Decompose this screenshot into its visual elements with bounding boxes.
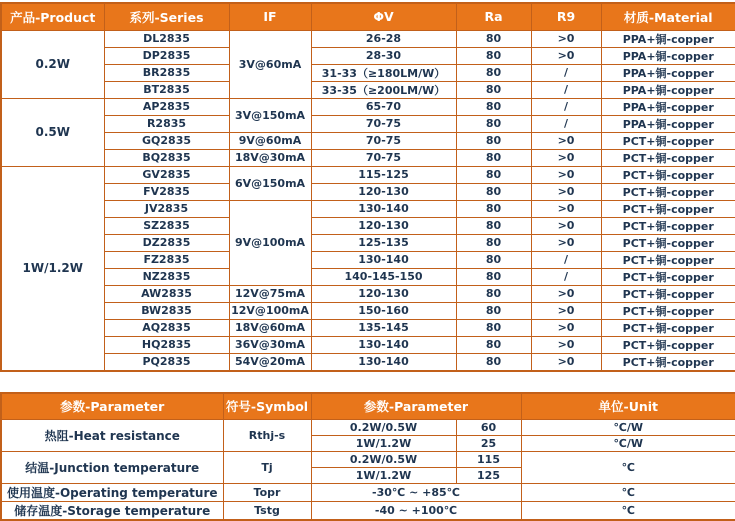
material-cell: PPA+铜-copper (601, 98, 735, 115)
r9-cell: >0 (531, 285, 601, 302)
phiv-cell: 31-33（≥180LM/W） (311, 64, 456, 81)
ra-cell: 80 (456, 234, 531, 251)
r9-cell: >0 (531, 353, 601, 371)
ra-cell: 80 (456, 200, 531, 217)
series-cell: DP2835 (104, 47, 229, 64)
r9-cell: >0 (531, 183, 601, 200)
r9-cell: >0 (531, 234, 601, 251)
param-row (1, 452, 735, 468)
spec-header-product: 产品-Product (1, 3, 104, 30)
ra-cell: 80 (456, 115, 531, 132)
if-cell: 36V@30mA (229, 336, 311, 353)
ra-cell: 80 (456, 336, 531, 353)
spec-row (1, 98, 735, 115)
param-value-cell: -30℃ ~ +85℃ (311, 484, 521, 502)
phiv-cell: 125-135 (311, 234, 456, 251)
if-cell: 3V@150mA (229, 98, 311, 132)
if-cell: 9V@100mA (229, 200, 311, 285)
phiv-cell: 26-28 (311, 30, 456, 47)
phiv-cell: 115-125 (311, 166, 456, 183)
spec-row (1, 302, 735, 319)
spec-header-row (1, 3, 735, 30)
param-value-cell: 115 (456, 452, 521, 468)
ra-cell: 80 (456, 166, 531, 183)
param-condition-cell: 0.2W/0.5W (311, 420, 456, 436)
phiv-cell: 33-35（≥200LM/W） (311, 81, 456, 98)
param-symbol-cell: Tj (223, 452, 311, 484)
param-unit-cell: ℃ (521, 502, 735, 521)
spec-row (1, 251, 735, 268)
spec-row (1, 183, 735, 200)
ra-cell: 80 (456, 285, 531, 302)
param-unit-cell: ℃/W (521, 436, 735, 452)
spec-table (0, 2, 735, 372)
ra-cell: 80 (456, 30, 531, 47)
product-cell: 0.2W (1, 30, 104, 98)
material-cell: PPA+铜-copper (601, 64, 735, 81)
material-cell: PPA+铜-copper (601, 47, 735, 64)
series-cell: FZ2835 (104, 251, 229, 268)
series-cell: NZ2835 (104, 268, 229, 285)
r9-cell: >0 (531, 47, 601, 64)
phiv-cell: 120-130 (311, 183, 456, 200)
material-cell: PCT+铜-copper (601, 200, 735, 217)
series-cell: FV2835 (104, 183, 229, 200)
series-cell: BT2835 (104, 81, 229, 98)
series-cell: SZ2835 (104, 217, 229, 234)
spec-table-body (1, 30, 735, 371)
material-cell: PCT+铜-copper (601, 217, 735, 234)
r9-cell: / (531, 115, 601, 132)
spec-row (1, 149, 735, 166)
ra-cell: 80 (456, 64, 531, 81)
r9-cell: >0 (531, 336, 601, 353)
param-condition-cell: 0.2W/0.5W (311, 452, 456, 468)
if-cell: 18V@60mA (229, 319, 311, 336)
param-unit-cell: ℃ (521, 484, 735, 502)
phiv-cell: 140-145-150 (311, 268, 456, 285)
param-name-cell: 使用温度-Operating temperature (1, 484, 223, 502)
param-value-cell: -40 ~ +100℃ (311, 502, 521, 521)
material-cell: PPA+铜-copper (601, 115, 735, 132)
param-row (1, 502, 735, 521)
spec-row (1, 30, 735, 47)
spec-row (1, 47, 735, 64)
material-cell: PCT+铜-copper (601, 132, 735, 149)
spec-row (1, 115, 735, 132)
ra-cell: 80 (456, 319, 531, 336)
spec-row (1, 217, 735, 234)
ra-cell: 80 (456, 251, 531, 268)
ra-cell: 80 (456, 302, 531, 319)
spec-row (1, 81, 735, 98)
phiv-cell: 28-30 (311, 47, 456, 64)
series-cell: BQ2835 (104, 149, 229, 166)
r9-cell: >0 (531, 166, 601, 183)
series-cell: AQ2835 (104, 319, 229, 336)
phiv-cell: 65-70 (311, 98, 456, 115)
ra-cell: 80 (456, 268, 531, 285)
series-cell: R2835 (104, 115, 229, 132)
param-header-row (1, 393, 735, 420)
if-cell: 9V@60mA (229, 132, 311, 149)
phiv-cell: 135-145 (311, 319, 456, 336)
param-condition-cell: 1W/1.2W (311, 468, 456, 484)
ra-cell: 80 (456, 47, 531, 64)
phiv-cell: 150-160 (311, 302, 456, 319)
if-cell: 6V@150mA (229, 166, 311, 200)
r9-cell: >0 (531, 30, 601, 47)
phiv-cell: 70-75 (311, 115, 456, 132)
material-cell: PCT+铜-copper (601, 149, 735, 166)
param-table (0, 392, 735, 521)
param-row (1, 420, 735, 436)
if-cell: 12V@100mA (229, 302, 311, 319)
param-value-cell: 25 (456, 436, 521, 452)
series-cell: HQ2835 (104, 336, 229, 353)
spec-row (1, 132, 735, 149)
material-cell: PCT+铜-copper (601, 268, 735, 285)
series-cell: AW2835 (104, 285, 229, 302)
spec-header-r9: R9 (531, 3, 601, 30)
series-cell: GV2835 (104, 166, 229, 183)
param-row (1, 484, 735, 502)
ra-cell: 80 (456, 217, 531, 234)
spec-header-material: 材质-Material (601, 3, 735, 30)
material-cell: PPA+铜-copper (601, 81, 735, 98)
ra-cell: 80 (456, 149, 531, 166)
param-unit-cell: ℃ (521, 452, 735, 484)
r9-cell: / (531, 268, 601, 285)
ra-cell: 80 (456, 353, 531, 371)
if-cell: 3V@60mA (229, 30, 311, 98)
spec-row (1, 64, 735, 81)
phiv-cell: 130-140 (311, 353, 456, 371)
r9-cell: / (531, 98, 601, 115)
spec-row (1, 166, 735, 183)
spec-header-if: IF (229, 3, 311, 30)
material-cell: PCT+铜-copper (601, 234, 735, 251)
param-name-cell: 热阻-Heat resistance (1, 420, 223, 452)
spec-row (1, 200, 735, 217)
spec-row (1, 234, 735, 251)
r9-cell: / (531, 64, 601, 81)
series-cell: BR2835 (104, 64, 229, 81)
spec-row (1, 353, 735, 371)
ra-cell: 80 (456, 183, 531, 200)
spec-row (1, 285, 735, 302)
spec-header-series: 系列-Series (104, 3, 229, 30)
phiv-cell: 130-140 (311, 251, 456, 268)
phiv-cell: 70-75 (311, 132, 456, 149)
phiv-cell: 120-130 (311, 285, 456, 302)
material-cell: PPA+铜-copper (601, 30, 735, 47)
param-table-body (1, 420, 735, 521)
series-cell: JV2835 (104, 200, 229, 217)
product-cell: 0.5W (1, 98, 104, 166)
phiv-cell: 130-140 (311, 200, 456, 217)
spec-row (1, 336, 735, 353)
r9-cell: / (531, 81, 601, 98)
phiv-cell: 130-140 (311, 336, 456, 353)
param-header-parameter-value: 参数-Parameter (311, 393, 521, 420)
param-symbol-cell: Rthj-s (223, 420, 311, 452)
if-cell: 18V@30mA (229, 149, 311, 166)
r9-cell: >0 (531, 319, 601, 336)
r9-cell: >0 (531, 149, 601, 166)
series-cell: PQ2835 (104, 353, 229, 371)
material-cell: PCT+铜-copper (601, 285, 735, 302)
r9-cell: >0 (531, 132, 601, 149)
material-cell: PCT+铜-copper (601, 336, 735, 353)
spec-header-phiv: ΦV (311, 3, 456, 30)
ra-cell: 80 (456, 132, 531, 149)
series-cell: GQ2835 (104, 132, 229, 149)
phiv-cell: 120-130 (311, 217, 456, 234)
param-header-parameter: 参数-Parameter (1, 393, 223, 420)
product-cell: 1W/1.2W (1, 166, 104, 371)
ra-cell: 80 (456, 98, 531, 115)
param-value-cell: 125 (456, 468, 521, 484)
r9-cell: >0 (531, 302, 601, 319)
param-header-unit: 单位-Unit (521, 393, 735, 420)
material-cell: PCT+铜-copper (601, 251, 735, 268)
series-cell: DL2835 (104, 30, 229, 47)
material-cell: PCT+铜-copper (601, 319, 735, 336)
r9-cell: / (531, 251, 601, 268)
param-header-symbol: 符号-Symbol (223, 393, 311, 420)
param-value-cell: 60 (456, 420, 521, 436)
param-condition-cell: 1W/1.2W (311, 436, 456, 452)
if-cell: 54V@20mA (229, 353, 311, 371)
spec-row (1, 319, 735, 336)
series-cell: DZ2835 (104, 234, 229, 251)
phiv-cell: 70-75 (311, 149, 456, 166)
param-name-cell: 结温-Junction temperature (1, 452, 223, 484)
if-cell: 12V@75mA (229, 285, 311, 302)
spec-header-ra: Ra (456, 3, 531, 30)
param-unit-cell: ℃/W (521, 420, 735, 436)
ra-cell: 80 (456, 81, 531, 98)
material-cell: PCT+铜-copper (601, 302, 735, 319)
r9-cell: >0 (531, 217, 601, 234)
spec-row (1, 268, 735, 285)
param-name-cell: 储存温度-Storage temperature (1, 502, 223, 521)
material-cell: PCT+铜-copper (601, 166, 735, 183)
param-symbol-cell: Tstg (223, 502, 311, 521)
param-symbol-cell: Topr (223, 484, 311, 502)
series-cell: BW2835 (104, 302, 229, 319)
series-cell: AP2835 (104, 98, 229, 115)
material-cell: PCT+铜-copper (601, 353, 735, 371)
r9-cell: >0 (531, 200, 601, 217)
material-cell: PCT+铜-copper (601, 183, 735, 200)
